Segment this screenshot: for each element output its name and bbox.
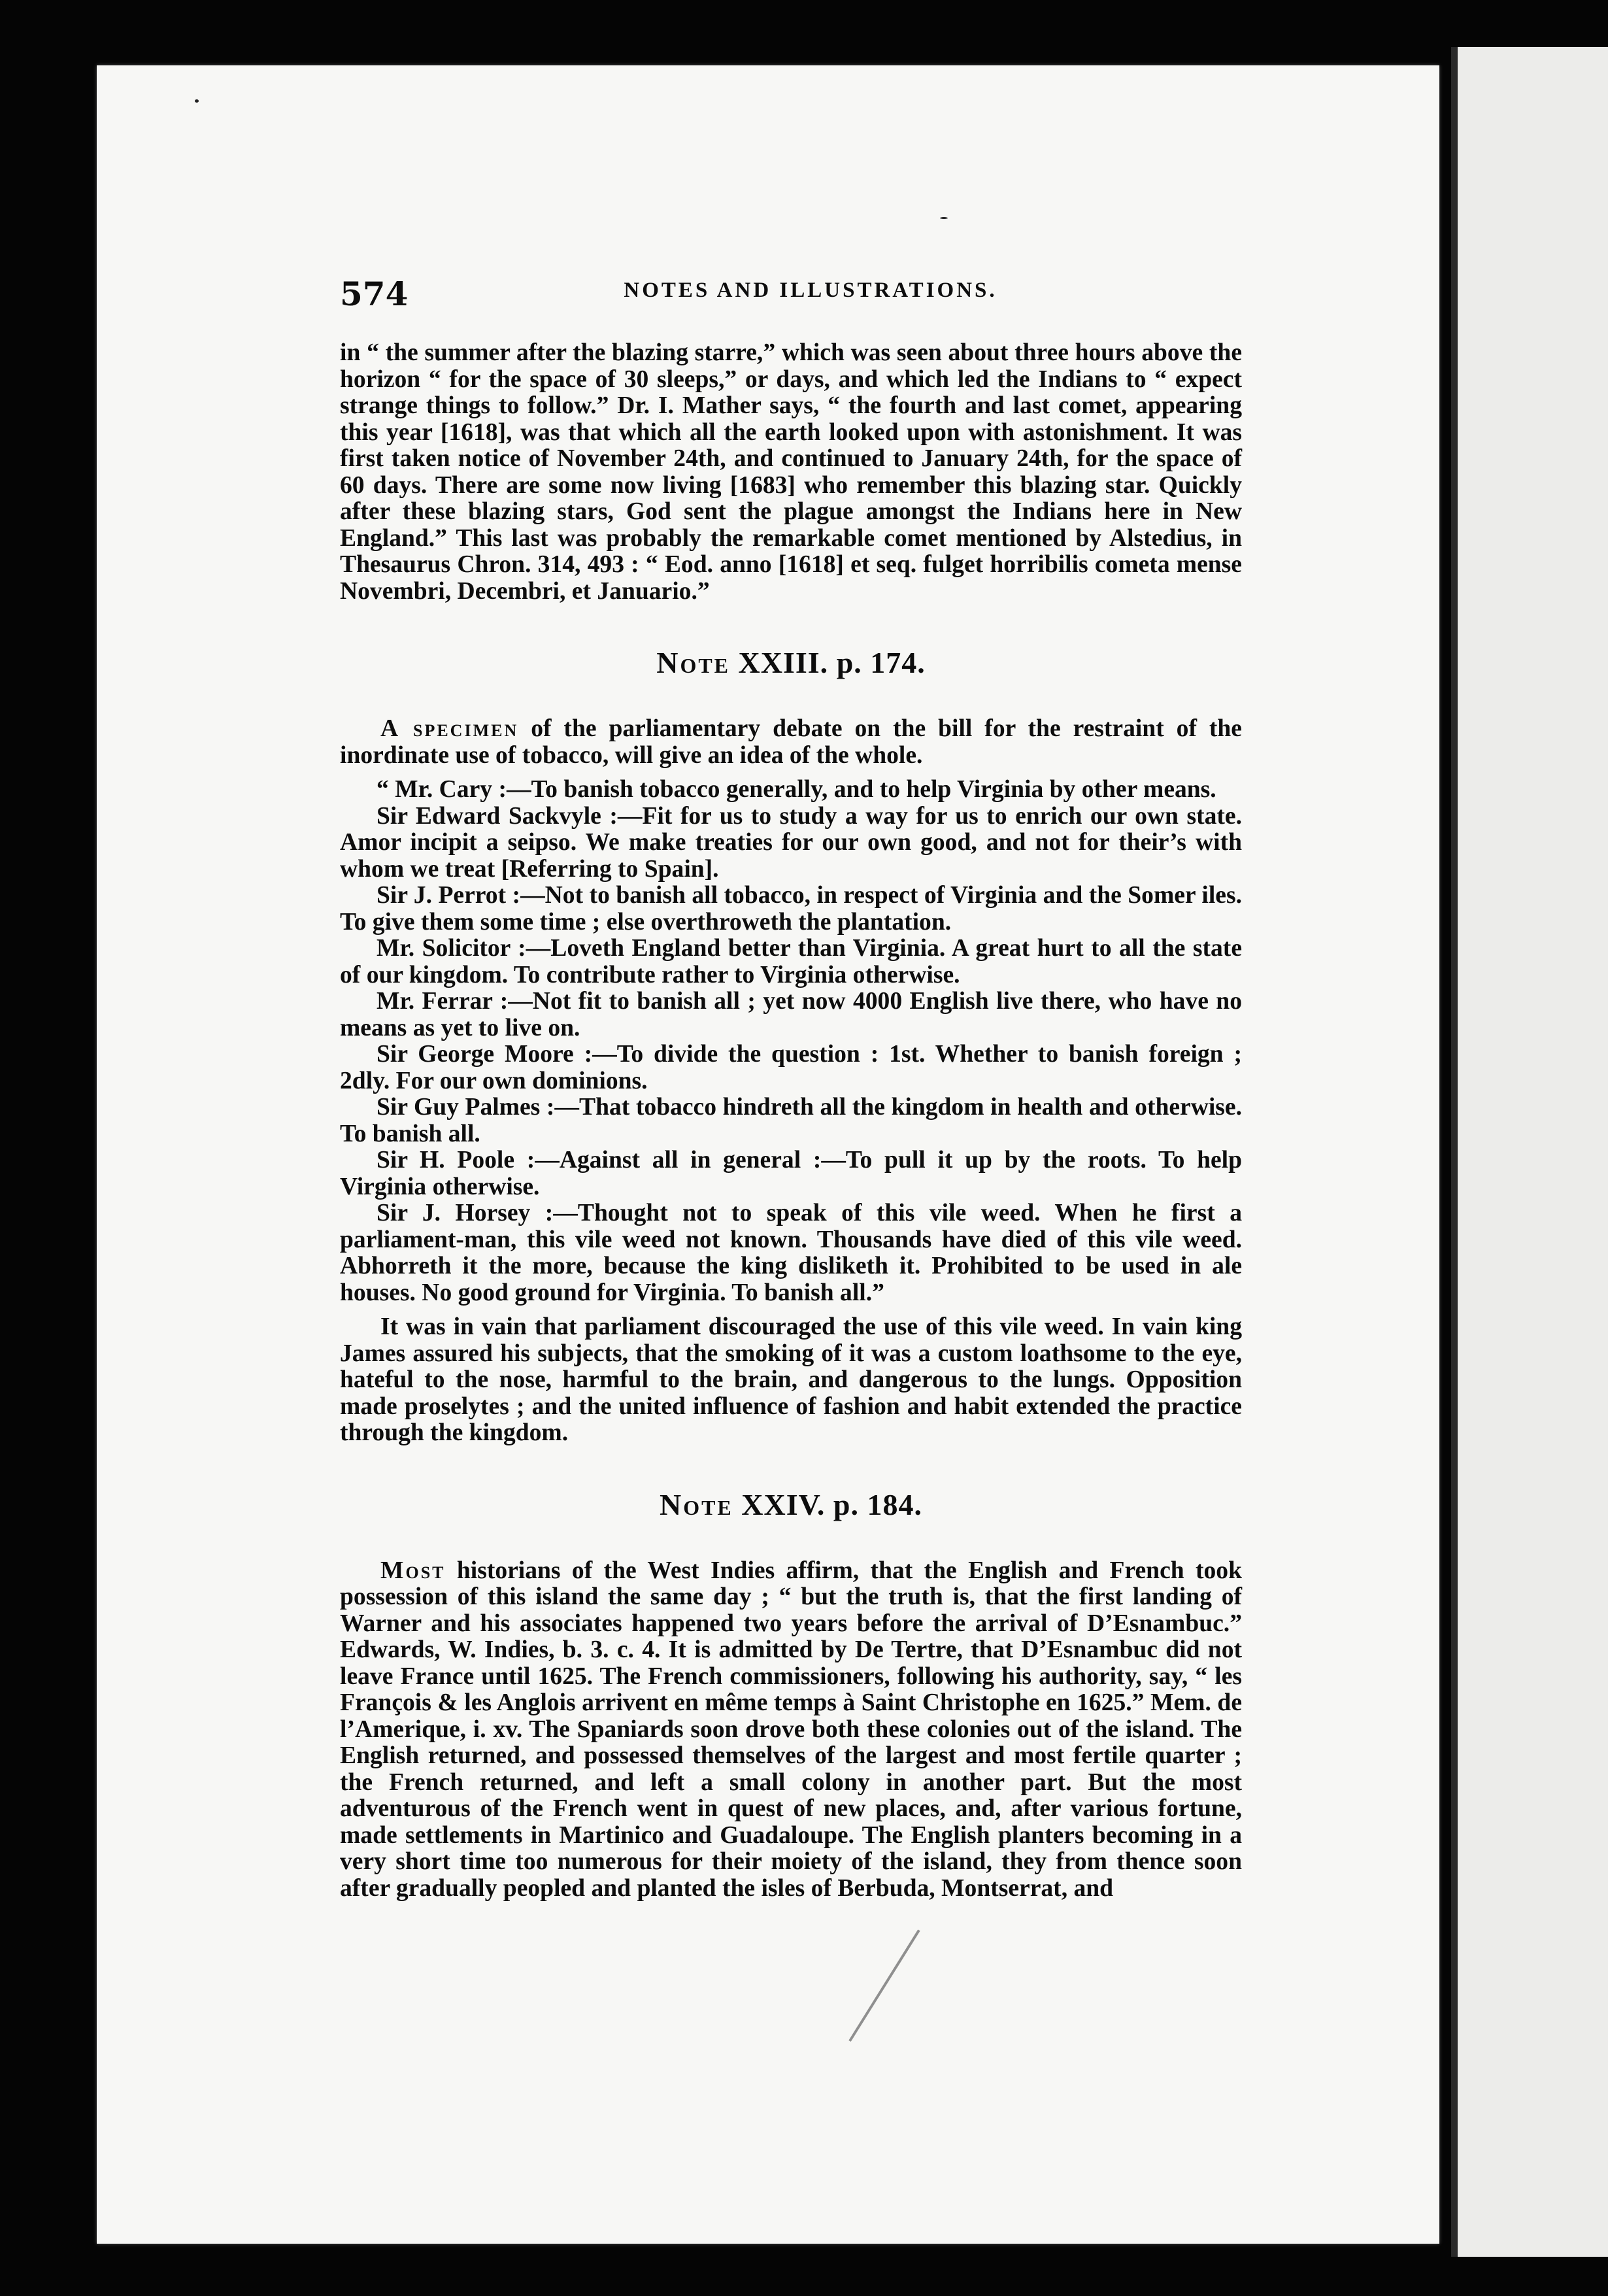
running-title: NOTES AND ILLUSTRATIONS. [624,279,997,302]
note-word: Note [659,1487,733,1521]
note-word: Note [656,646,731,679]
note-number: XXIII. [738,646,829,679]
speech-horsey: Sir J. Horsey :—Thought not to speak of this vile weed. When he first a parliament-man, this vile weed not known. Thousands have died of this vile weed. Abhorreth it the more, because the king disliketh it. Prohibited to be used in ale houses. No good ground for Virginia. To banish all.” [340,1200,1242,1306]
note-23-lead-paragraph [340,716,1242,769]
page-number: 574 [340,275,409,313]
dust-speck [940,217,948,219]
note-page-ref: p. 174. [836,646,926,679]
lead-smallcaps: A specimen [380,715,519,742]
note-number: XXIV. [741,1487,826,1521]
speech-moore: Sir George Moore :—To divide the question : 1st. Whether to banish foreign ; 2dly. For our own dominions. [340,1041,1242,1094]
adjacent-page-edge [1451,47,1608,2257]
dust-speck [195,99,199,103]
intro-paragraph: in “ the summer after the blazing starre,” which was seen about three hours above the horizon “ for the space of 30 sleeps,” or days, and which led the Indians to “ expect strange things to follow.” Dr. I. Mather says, “ the fourth and last comet, appearing this year [1618], was that which all the earth looked upon with astonishment. It was first taken notice of November 24th, and continued to January 24th, for the space of 60 days. There are some now living [1683] who remember this blazing star. Quickly after these blazing stars, God sent the plague amongst the Indians here in New England.” This last was probably the remarkable comet mentioned by Alstedius, in Thesaurus Chron. 314, 493 : “ Eod. anno [1618] et seq. fulget horribilis cometa mense Novembri, Decembri, et Januario.” [340,339,1242,605]
note-23-closing-paragraph: It was in vain that parliament discouraged the use of this vile weed. In vain king James assured his subjects, that the smoking of it was a custom loathsome to the eye, hateful to the nose, harmful to the brain, and dangerous to the lungs. Opposition made proselytes ; and the united influence of fashion and habit extended the practice through the kingdom. [340,1313,1242,1446]
speech-ferrar: Mr. Ferrar :—Not fit to banish all ; yet now 4000 English live there, who have no means as yet to live on. [340,988,1242,1041]
speech-palmes: Sir Guy Palmes :—That tobacco hindreth all the kingdom in health and otherwise. To banish all. [340,1094,1242,1147]
note-24-paragraph [340,1558,1242,1902]
speech-cary: “ Mr. Cary :—To banish tobacco generally, and to help Virginia by other means. [377,776,1216,803]
lead-text: historians of the West Indies affirm, that the English and French took possession of this island the same day ; “ but the truth is, that the first landing of Warner and his associates happened two years before the arrival of D’Esnambuc.” Edwards, W. Indies, b. 3. c. 4. It is admitted by De Tertre, that D’Esnambuc did not leave France until 1625. The French commissioners, following his authority, say, “ les François & les Anglois arrivent en même temps à Saint Christophe en 1625.” Mem. de l’Amerique, i. xv. The Spaniards soon drove both these colonies out of the island. The English returned, and possessed themselves of the largest and most fertile quarter ; the French returned, and left a small colony in another part. But the most adventurous of the French went in quest of new places, and, after various fortune, made settlements in Martinico and Guadaloupe. The English planters becoming in a very short time too numerous for their moiety of the island, they from thence soon after gradually peopled and planted the isles of Berbuda, Montserrat, and [340,1557,1242,1902]
lead-text: of the parliamentary debate on the bill for the restraint of the inordinate use of tobacco, will give an idea of the whole. [340,715,1242,769]
note-24-heading [340,1487,1242,1522]
note-23-heading [340,645,1242,680]
lead-smallcaps: Most [380,1557,446,1584]
page-content [340,275,1242,1902]
note-page-ref: p. 184. [833,1487,923,1521]
running-head [340,275,1242,314]
speech-perrot: Sir J. Perrot :—Not to banish all tobacco, in respect of Virginia and the Somer iles. To give them some time ; else overthroweth the plantation. [340,882,1242,936]
speech-sackvyle: Sir Edward Sackvyle :—Fit for us to study a way for us to enrich our own state. Amor incipit a seipso. We make treaties for our own good, and not for their’s with whom we treat [Referring to Spain]. [340,802,1242,883]
speech-poole: Sir H. Poole :—Against all in general :—To pull it up by the roots. To help Virginia otherwise. [340,1147,1242,1200]
debate-speeches [340,777,1242,1306]
speech-solicitor: Mr. Solicitor :—Loveth England better than Virginia. A great hurt to all the state of our kingdom. To contribute rather to Virginia otherwise. [340,935,1242,988]
